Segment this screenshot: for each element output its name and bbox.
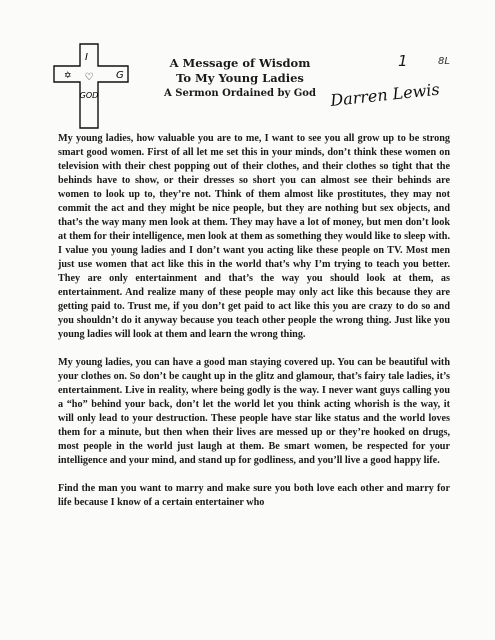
logo-letter-i: I [85, 52, 88, 63]
subtitle: A Sermon Ordained by God [164, 88, 316, 99]
paragraph-3: Find the man you want to marry and make sure you both love each other and marry for life because I know of a certain entertainer who [58, 483, 450, 508]
title-block [150, 56, 330, 101]
logo-letter-g: G [116, 70, 124, 81]
corner-mark: 8L [438, 56, 450, 67]
paragraph-1: My young ladies, how valuable you are to me, I want to see you all grow up to be strong smart good women. First of all let me set this in your minds, don’t think these women on television with their chest popping out of their clothes, and their clothes so tight that the behinds have to show, or their dresses so short you can almost see their behinds are women to look up to, they’re not. Think of them almost like prostitutes, they may not commit the act and they might be nice people, but they are nothing but sex objects, and that’s the way many men look at them. They may have a lot of money, but men don’t look at them for their intelligence, men look at them as something they would like to sleep with. I value you young ladies and I don’t want you acting like these people on TV. Most men just use women that act like this in the world that’s why I’m trying to teach you better. They are only entertainment and that’s the way you should look at them, as entertainment. And realize many of these people may only act like this because they are getting paid to. Trust me, if you don’t get paid to act like this you are crazy to do so and you shouldn’t do it anyway because you teach other people the wrong thing. Just like you young ladies will look at them and learn the wrong thing. [58, 133, 450, 340]
heart-icon: ♡ [84, 72, 94, 83]
paragraph-2: My young ladies, you can have a good man staying covered up. You can be beautiful with your clothes on. So don’t be caught up in the glitz and glamour, that’s fairy tale ladies, it’s entertainment. Live in reality, where being godly is the way. I never want guys calling you a “ho” behind your back, don’t let the world let you think acting whorish is the way, it will only lead to your destruction. These people have star like status and the world loves them for a minute, but then when their lives are messed up or they’re hooked on drugs, most people in the world just laugh at them. Be smart women, be respected for your intelligence and your mind, and stand up for godliness, and you’ll live a good happy life. [58, 357, 450, 466]
page-number: 1 [398, 52, 408, 70]
title-line-1: A Message of Wisdom [169, 56, 311, 70]
star-of-david-icon: ✡ [64, 71, 72, 81]
cross-icon [50, 40, 132, 132]
sermon-body [58, 132, 450, 524]
handwritten-signature [328, 76, 448, 112]
logo-word-god: GOD [79, 91, 99, 100]
svg-text:Darren Lewis: Darren Lewis [329, 79, 441, 111]
cross-logo [50, 40, 132, 132]
title-line-2: To My Young Ladies [176, 71, 304, 85]
signature-image [328, 76, 448, 112]
